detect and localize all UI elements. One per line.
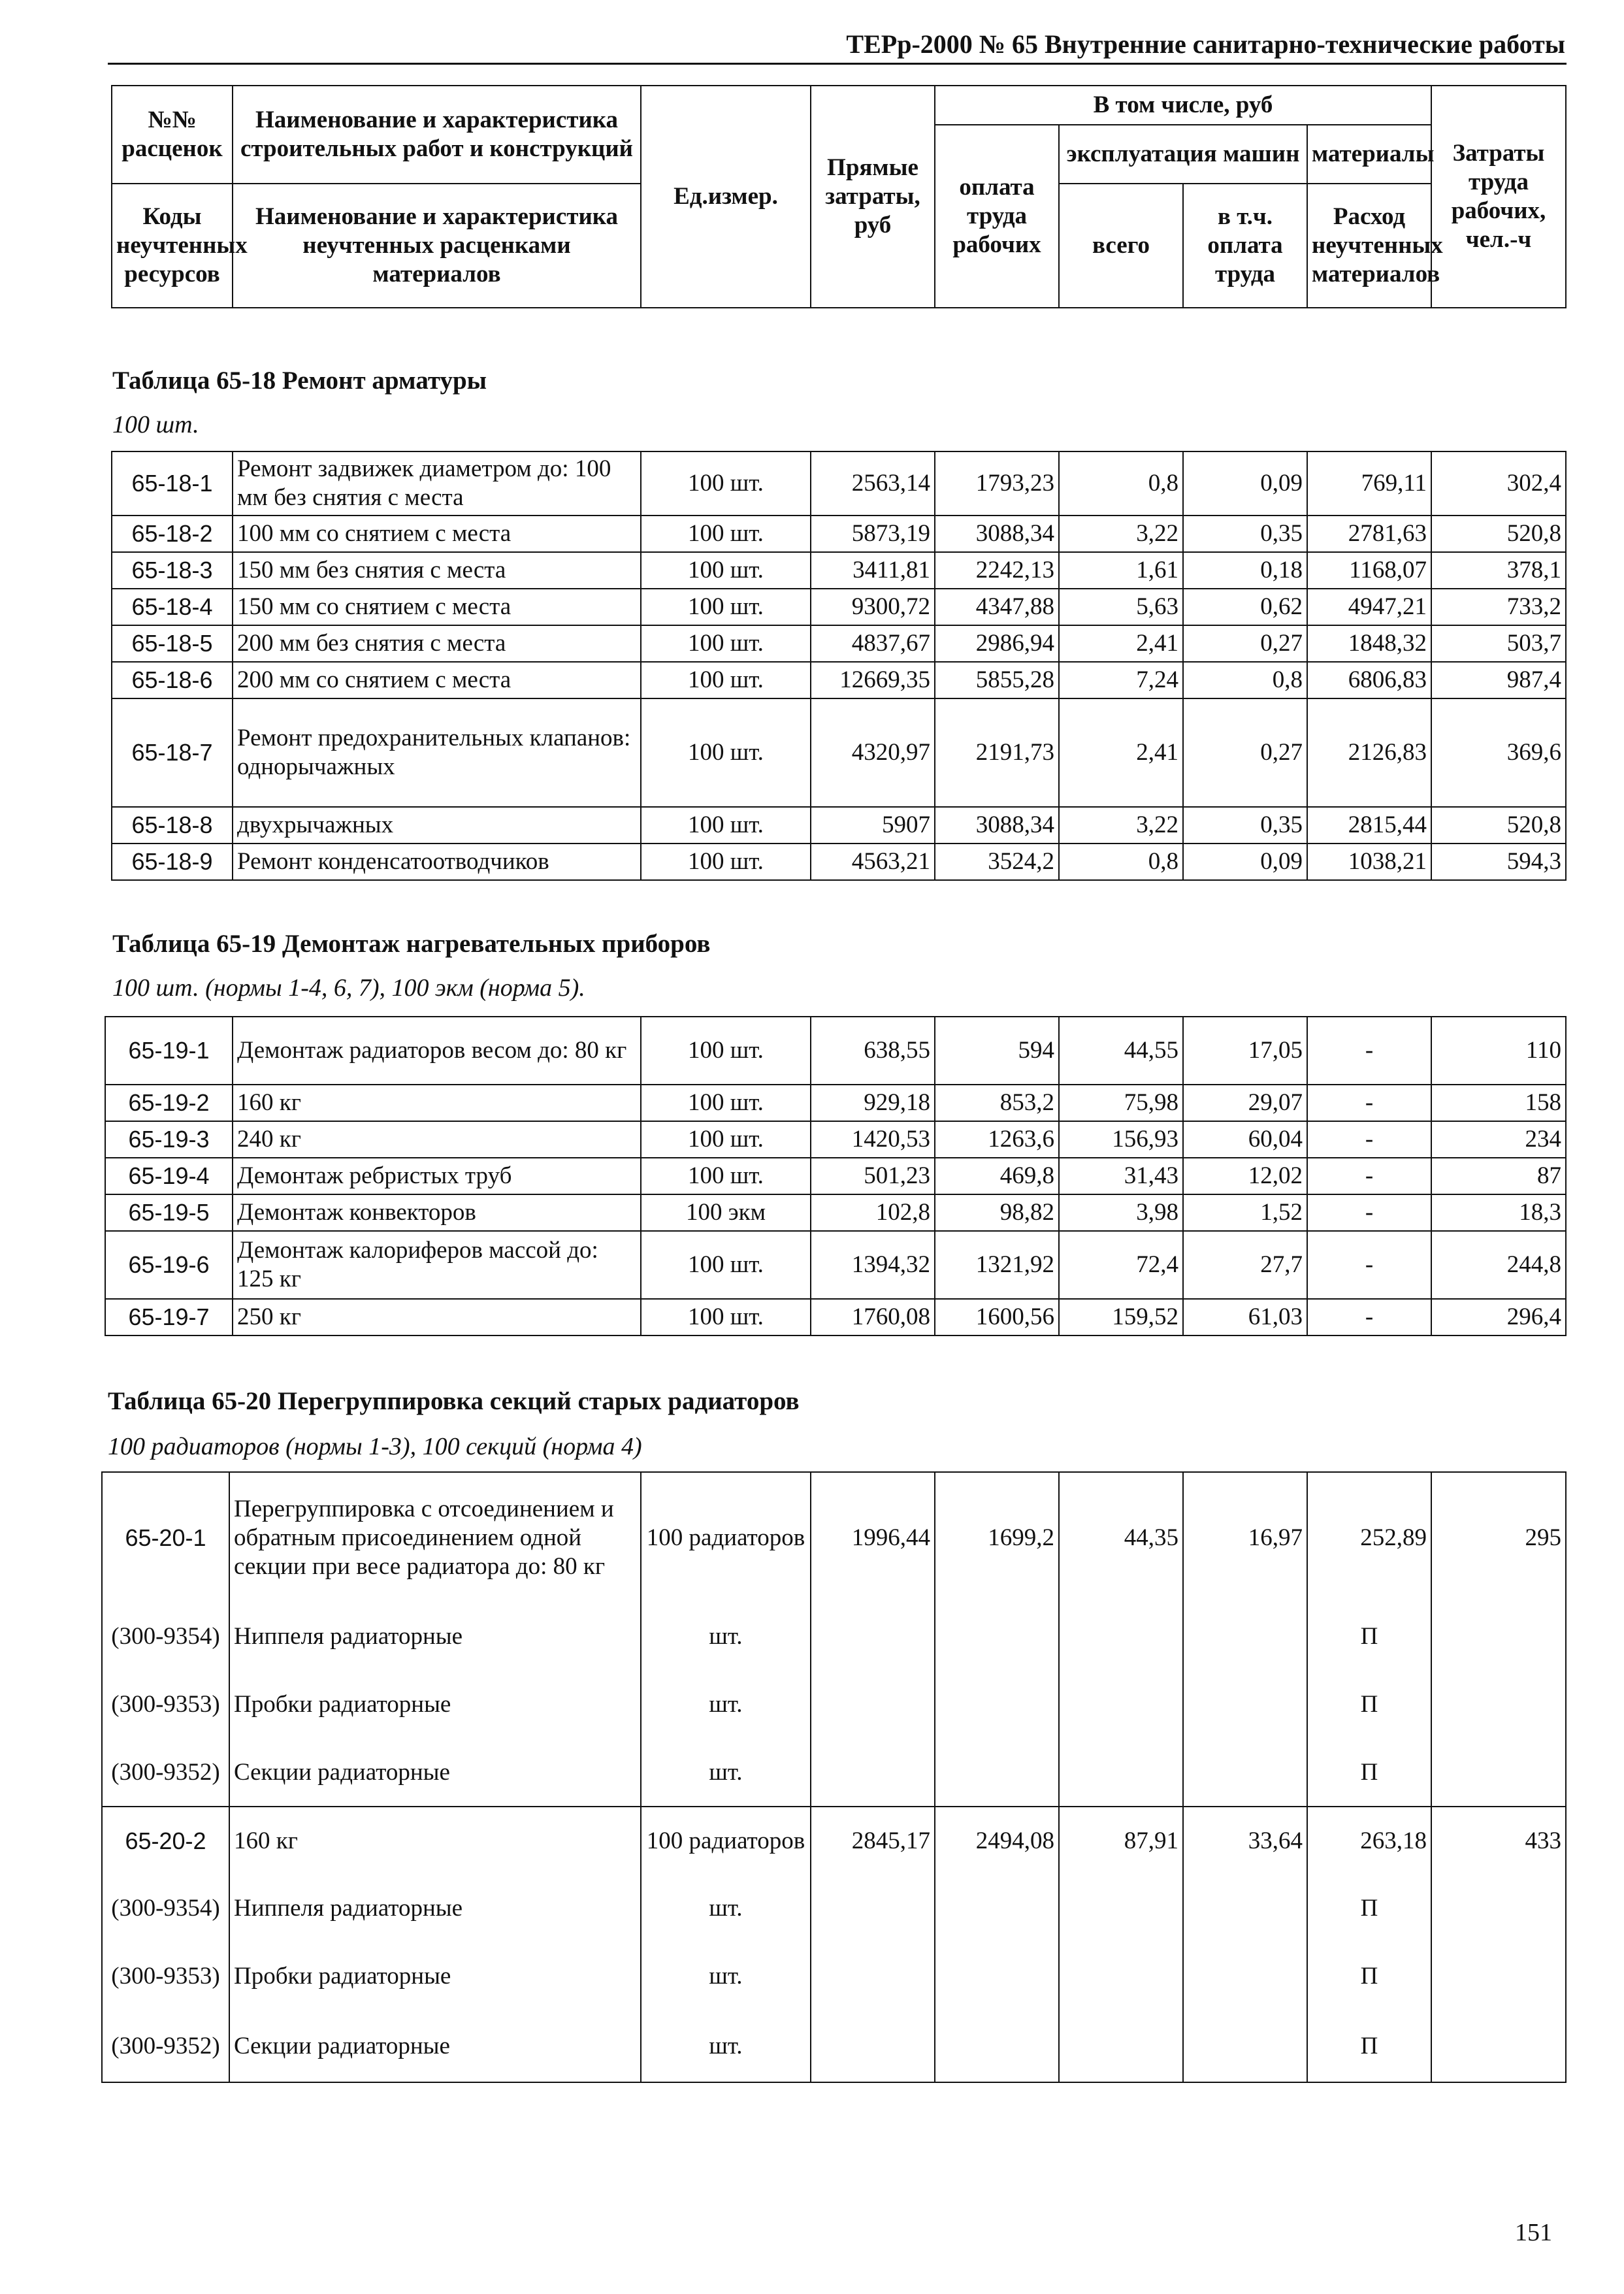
- row-materials: -: [1307, 1085, 1431, 1121]
- row-code: (300-9354): [102, 1603, 229, 1671]
- table-65-19: [105, 1016, 1567, 1336]
- col-incl: В том числе, руб: [935, 86, 1431, 125]
- row-direct: 2563,14: [811, 451, 935, 516]
- col-materials: материалы: [1307, 125, 1431, 184]
- row-name: 240 кг: [233, 1121, 641, 1158]
- row-labor-pay: 3088,34: [935, 807, 1059, 844]
- row-labor-pay: 5855,28: [935, 662, 1059, 698]
- row-direct: [811, 1942, 935, 2010]
- row-materials: П: [1307, 2010, 1431, 2082]
- row-labor-pay: [935, 1671, 1059, 1739]
- row-direct: [811, 1875, 935, 1942]
- row-unit: 100 радиаторов: [641, 1807, 811, 1875]
- row-direct: 12669,35: [811, 662, 935, 698]
- row-machines-labor: 0,27: [1183, 625, 1307, 662]
- row-name: Демонтаж радиаторов весом до: 80 кг: [233, 1017, 641, 1085]
- row-name: Демонтаж конвекторов: [233, 1194, 641, 1231]
- running-header-title: ТЕРр-2000 № 65 Внутренние санитарно-технические работы: [846, 29, 1565, 59]
- table-row: [112, 625, 1566, 662]
- row-code: 65-18-8: [112, 807, 233, 844]
- row-code: (300-9353): [102, 1671, 229, 1739]
- row-direct: 4563,21: [811, 844, 935, 880]
- row-labor-pay: 469,8: [935, 1158, 1059, 1194]
- col-machines: эксплуатация машин: [1059, 125, 1307, 184]
- row-code: 65-18-1: [112, 451, 233, 516]
- row-labor-hours: 520,8: [1431, 807, 1566, 844]
- row-machines-labor: [1183, 1942, 1307, 2010]
- row-labor-pay: [935, 2010, 1059, 2082]
- row-machines-labor: [1183, 2010, 1307, 2082]
- row-machines-labor: 0,8: [1183, 662, 1307, 698]
- row-machines-labor: 29,07: [1183, 1085, 1307, 1121]
- row-machines-total: 75,98: [1059, 1085, 1183, 1121]
- row-labor-hours: 987,4: [1431, 662, 1566, 698]
- table-row: [102, 1739, 1566, 1807]
- row-materials: П: [1307, 1739, 1431, 1807]
- row-labor-hours: 234: [1431, 1121, 1566, 1158]
- table-row: [102, 1875, 1566, 1942]
- row-direct: 929,18: [811, 1085, 935, 1121]
- row-machines-total: [1059, 1671, 1183, 1739]
- row-unit: шт.: [641, 1603, 811, 1671]
- row-code: 65-20-1: [102, 1472, 229, 1603]
- row-machines-labor: 0,09: [1183, 844, 1307, 880]
- row-labor-pay: 1321,92: [935, 1231, 1059, 1299]
- row-labor-pay: 98,82: [935, 1194, 1059, 1231]
- row-materials: -: [1307, 1231, 1431, 1299]
- row-labor-hours: [1431, 1942, 1566, 2010]
- row-labor-pay: [935, 1603, 1059, 1671]
- row-labor-hours: 733,2: [1431, 589, 1566, 625]
- row-unit: 100 шт.: [641, 451, 811, 516]
- col-machines-total: всего: [1059, 184, 1183, 308]
- row-code: 65-18-2: [112, 516, 233, 552]
- table-row: [102, 1942, 1566, 2010]
- row-name: Ремонт предохранительных клапанов: однорычажных: [233, 698, 641, 807]
- row-machines-labor: 61,03: [1183, 1299, 1307, 1335]
- table-65-18-unit-note: 100 шт.: [112, 411, 199, 438]
- row-name: двухрычажных: [233, 807, 641, 844]
- row-direct: 9300,72: [811, 589, 935, 625]
- row-machines-total: [1059, 1603, 1183, 1671]
- col-code-bottom: Коды неучтенных ресурсов: [112, 184, 233, 308]
- table-65-18: [111, 451, 1567, 881]
- row-name: Ниппеля радиаторные: [229, 1603, 641, 1671]
- row-name: Секции радиаторные: [229, 2010, 641, 2082]
- row-direct: 5907: [811, 807, 935, 844]
- row-name: Демонтаж калориферов массой до: 125 кг: [233, 1231, 641, 1299]
- row-name: Ремонт конденсатоотводчиков: [233, 844, 641, 880]
- row-direct: 1394,32: [811, 1231, 935, 1299]
- row-code: 65-19-3: [105, 1121, 233, 1158]
- row-code: 65-18-6: [112, 662, 233, 698]
- row-materials: 2126,83: [1307, 698, 1431, 807]
- row-unit: 100 шт.: [641, 1017, 811, 1085]
- row-direct: [811, 1603, 935, 1671]
- row-unit: 100 шт.: [641, 589, 811, 625]
- row-labor-hours: 378,1: [1431, 552, 1566, 589]
- row-materials: П: [1307, 1875, 1431, 1942]
- row-unit: 100 шт.: [641, 516, 811, 552]
- row-labor-hours: 520,8: [1431, 516, 1566, 552]
- row-labor-pay: 853,2: [935, 1085, 1059, 1121]
- row-materials: 4947,21: [1307, 589, 1431, 625]
- row-labor-pay: 1263,6: [935, 1121, 1059, 1158]
- column-header-table: [111, 85, 1567, 308]
- row-materials: П: [1307, 1603, 1431, 1671]
- row-machines-total: 0,8: [1059, 451, 1183, 516]
- table-row: [102, 1603, 1566, 1671]
- row-machines-total: 2,41: [1059, 698, 1183, 807]
- row-machines-total: [1059, 1875, 1183, 1942]
- col-code-top: №№ расценок: [112, 86, 233, 184]
- row-machines-total: 2,41: [1059, 625, 1183, 662]
- col-machines-labor: в т.ч. оплата труда: [1183, 184, 1307, 308]
- row-machines-labor: 33,64: [1183, 1807, 1307, 1875]
- row-labor-hours: 87: [1431, 1158, 1566, 1194]
- row-machines-total: 156,93: [1059, 1121, 1183, 1158]
- row-unit: 100 шт.: [641, 625, 811, 662]
- row-code: 65-19-2: [105, 1085, 233, 1121]
- row-direct: 3411,81: [811, 552, 935, 589]
- row-labor-hours: 433: [1431, 1807, 1566, 1875]
- row-direct: 102,8: [811, 1194, 935, 1231]
- row-direct: 2845,17: [811, 1807, 935, 1875]
- table-row: [102, 2010, 1566, 2082]
- row-code: 65-18-9: [112, 844, 233, 880]
- row-machines-total: [1059, 2010, 1183, 2082]
- row-machines-total: [1059, 1942, 1183, 2010]
- row-direct: 1760,08: [811, 1299, 935, 1335]
- table-row: [112, 451, 1566, 516]
- row-labor-pay: 1699,2: [935, 1472, 1059, 1603]
- row-unit: шт.: [641, 2010, 811, 2082]
- row-labor-hours: 369,6: [1431, 698, 1566, 807]
- table-row: [105, 1121, 1566, 1158]
- row-labor-hours: 158: [1431, 1085, 1566, 1121]
- row-direct: 4320,97: [811, 698, 935, 807]
- row-code: 65-19-5: [105, 1194, 233, 1231]
- row-labor-pay: [935, 1739, 1059, 1807]
- row-machines-labor: [1183, 1671, 1307, 1739]
- row-unit: 100 шт.: [641, 662, 811, 698]
- row-materials: 2781,63: [1307, 516, 1431, 552]
- row-machines-total: 31,43: [1059, 1158, 1183, 1194]
- row-machines-total: 159,52: [1059, 1299, 1183, 1335]
- row-unit: 100 шт.: [641, 552, 811, 589]
- row-name: 150 мм без снятия с места: [233, 552, 641, 589]
- row-code: 65-20-2: [102, 1807, 229, 1875]
- row-labor-hours: [1431, 1875, 1566, 1942]
- row-name: 160 кг: [229, 1807, 641, 1875]
- row-machines-labor: 1,52: [1183, 1194, 1307, 1231]
- row-unit: 100 шт.: [641, 1085, 811, 1121]
- row-direct: 638,55: [811, 1017, 935, 1085]
- row-machines-labor: 60,04: [1183, 1121, 1307, 1158]
- col-name-top: Наименование и характеристика строительных работ и конструкций: [233, 86, 641, 184]
- row-unit: 100 шт.: [641, 1299, 811, 1335]
- row-labor-hours: 110: [1431, 1017, 1566, 1085]
- row-name: 200 мм без снятия с места: [233, 625, 641, 662]
- row-machines-labor: 16,97: [1183, 1472, 1307, 1603]
- row-machines-total: 0,8: [1059, 844, 1183, 880]
- row-labor-hours: 302,4: [1431, 451, 1566, 516]
- row-machines-labor: [1183, 1739, 1307, 1807]
- row-machines-labor: 12,02: [1183, 1158, 1307, 1194]
- table-row: [112, 662, 1566, 698]
- row-labor-hours: 503,7: [1431, 625, 1566, 662]
- row-unit: шт.: [641, 1671, 811, 1739]
- row-materials: -: [1307, 1121, 1431, 1158]
- row-direct: 1420,53: [811, 1121, 935, 1158]
- row-code: 65-19-4: [105, 1158, 233, 1194]
- row-direct: [811, 1739, 935, 1807]
- row-unit: 100 шт.: [641, 698, 811, 807]
- row-code: 65-19-1: [105, 1017, 233, 1085]
- row-unit: 100 радиаторов: [641, 1472, 811, 1603]
- row-code: 65-18-3: [112, 552, 233, 589]
- row-labor-pay: 3524,2: [935, 844, 1059, 880]
- row-machines-labor: 0,35: [1183, 516, 1307, 552]
- row-name: Ремонт задвижек диаметром до: 100 мм без снятия с места: [233, 451, 641, 516]
- row-unit: 100 шт.: [641, 844, 811, 880]
- row-labor-hours: 18,3: [1431, 1194, 1566, 1231]
- col-labor-hours: Затраты труда рабочих, чел.-ч: [1431, 86, 1566, 308]
- row-materials: 263,18: [1307, 1807, 1431, 1875]
- header-rule: [108, 63, 1567, 65]
- row-labor-hours: 244,8: [1431, 1231, 1566, 1299]
- row-direct: [811, 2010, 935, 2082]
- row-labor-hours: 295: [1431, 1472, 1566, 1603]
- row-machines-total: 87,91: [1059, 1807, 1183, 1875]
- col-materials-consumption: Расход неучтенных материалов: [1307, 184, 1431, 308]
- row-labor-hours: [1431, 1739, 1566, 1807]
- row-machines-total: 3,22: [1059, 516, 1183, 552]
- col-labor-pay: оплата труда рабочих: [935, 125, 1059, 308]
- row-code: 65-18-7: [112, 698, 233, 807]
- table-row: [102, 1671, 1566, 1739]
- row-direct: [811, 1671, 935, 1739]
- row-direct: 4837,67: [811, 625, 935, 662]
- row-labor-hours: [1431, 1671, 1566, 1739]
- row-labor-hours: [1431, 1603, 1566, 1671]
- row-machines-total: 44,55: [1059, 1017, 1183, 1085]
- table-row: [112, 516, 1566, 552]
- row-labor-pay: 1600,56: [935, 1299, 1059, 1335]
- row-name: Пробки радиаторные: [229, 1671, 641, 1739]
- row-name: Секции радиаторные: [229, 1739, 641, 1807]
- row-machines-labor: 0,62: [1183, 589, 1307, 625]
- row-materials: -: [1307, 1017, 1431, 1085]
- row-materials: 1038,21: [1307, 844, 1431, 880]
- row-code: 65-19-7: [105, 1299, 233, 1335]
- row-machines-total: 3,22: [1059, 807, 1183, 844]
- table-row: [112, 552, 1566, 589]
- row-materials: 6806,83: [1307, 662, 1431, 698]
- table-row: [112, 807, 1566, 844]
- row-materials: 1168,07: [1307, 552, 1431, 589]
- row-code: (300-9352): [102, 2010, 229, 2082]
- row-name: Пробки радиаторные: [229, 1942, 641, 2010]
- table-65-20: [101, 1471, 1567, 2083]
- row-machines-labor: [1183, 1603, 1307, 1671]
- row-labor-pay: 2191,73: [935, 698, 1059, 807]
- row-name: 150 мм со снятием с места: [233, 589, 641, 625]
- table-row: [105, 1194, 1566, 1231]
- row-code: (300-9353): [102, 1942, 229, 2010]
- row-direct: 501,23: [811, 1158, 935, 1194]
- row-materials: П: [1307, 1671, 1431, 1739]
- row-code: 65-18-5: [112, 625, 233, 662]
- row-unit: 100 шт.: [641, 1158, 811, 1194]
- row-machines-total: 1,61: [1059, 552, 1183, 589]
- row-materials: -: [1307, 1194, 1431, 1231]
- table-65-18-caption: Таблица 65-18 Ремонт арматуры: [112, 367, 487, 395]
- row-code: 65-19-6: [105, 1231, 233, 1299]
- row-labor-pay: 2494,08: [935, 1807, 1059, 1875]
- table-row: [105, 1017, 1566, 1085]
- row-name: Ниппеля радиаторные: [229, 1875, 641, 1942]
- row-labor-hours: 594,3: [1431, 844, 1566, 880]
- row-labor-hours: [1431, 2010, 1566, 2082]
- row-unit: шт.: [641, 1875, 811, 1942]
- row-labor-pay: 2986,94: [935, 625, 1059, 662]
- row-name: Демонтаж ребристых труб: [233, 1158, 641, 1194]
- row-unit: 100 шт.: [641, 1231, 811, 1299]
- row-unit: 100 шт.: [641, 807, 811, 844]
- page-number: 151: [1515, 2219, 1552, 2246]
- table-65-19-unit-note: 100 шт. (нормы 1-4, 6, 7), 100 экм (норма 5).: [112, 974, 585, 1002]
- table-row: [105, 1299, 1566, 1335]
- table-65-20-caption: Таблица 65-20 Перегруппировка секций старых радиаторов: [108, 1387, 800, 1415]
- row-code: (300-9352): [102, 1739, 229, 1807]
- row-labor-pay: 594: [935, 1017, 1059, 1085]
- table-row: [112, 589, 1566, 625]
- table-row: [112, 698, 1566, 807]
- row-machines-labor: 0,09: [1183, 451, 1307, 516]
- row-labor-pay: 2242,13: [935, 552, 1059, 589]
- table-65-20-unit-note: 100 радиаторов (нормы 1-3), 100 секций (норма 4): [108, 1433, 642, 1460]
- row-materials: 1848,32: [1307, 625, 1431, 662]
- table-row: [105, 1085, 1566, 1121]
- row-materials: 252,89: [1307, 1472, 1431, 1603]
- row-labor-pay: 1793,23: [935, 451, 1059, 516]
- table-row: [105, 1231, 1566, 1299]
- row-unit: 100 экм: [641, 1194, 811, 1231]
- table-row: [102, 1472, 1566, 1603]
- row-machines-total: 72,4: [1059, 1231, 1183, 1299]
- table-row: [105, 1158, 1566, 1194]
- row-unit: шт.: [641, 1739, 811, 1807]
- row-labor-pay: 4347,88: [935, 589, 1059, 625]
- row-machines-total: 3,98: [1059, 1194, 1183, 1231]
- row-machines-total: [1059, 1739, 1183, 1807]
- row-machines-total: 7,24: [1059, 662, 1183, 698]
- row-name: Перегруппировка с отсоединением и обратным присоединением одной секции при весе радиатора до: 80 кг: [229, 1472, 641, 1603]
- row-materials: 2815,44: [1307, 807, 1431, 844]
- col-name-bottom: Наименование и характеристика неучтенных расценками материалов: [233, 184, 641, 308]
- row-machines-total: 44,35: [1059, 1472, 1183, 1603]
- row-machines-labor: 0,18: [1183, 552, 1307, 589]
- row-materials: 769,11: [1307, 451, 1431, 516]
- row-materials: -: [1307, 1299, 1431, 1335]
- row-unit: шт.: [641, 1942, 811, 2010]
- row-machines-labor: [1183, 1875, 1307, 1942]
- row-name: 160 кг: [233, 1085, 641, 1121]
- col-direct: Прямые затраты, руб: [811, 86, 935, 308]
- row-materials: -: [1307, 1158, 1431, 1194]
- row-labor-hours: 296,4: [1431, 1299, 1566, 1335]
- table-row: [112, 844, 1566, 880]
- row-code: 65-18-4: [112, 589, 233, 625]
- row-name: 100 мм со снятием с места: [233, 516, 641, 552]
- row-machines-total: 5,63: [1059, 589, 1183, 625]
- table-row: [102, 1807, 1566, 1875]
- row-materials: П: [1307, 1942, 1431, 2010]
- row-labor-pay: 3088,34: [935, 516, 1059, 552]
- row-labor-pay: [935, 1942, 1059, 2010]
- row-code: (300-9354): [102, 1875, 229, 1942]
- table-65-19-caption: Таблица 65-19 Демонтаж нагревательных приборов: [112, 930, 711, 958]
- row-direct: 1996,44: [811, 1472, 935, 1603]
- row-direct: 5873,19: [811, 516, 935, 552]
- row-machines-labor: 0,27: [1183, 698, 1307, 807]
- row-unit: 100 шт.: [641, 1121, 811, 1158]
- row-name: 250 кг: [233, 1299, 641, 1335]
- row-name: 200 мм со снятием с места: [233, 662, 641, 698]
- col-unit: Ед.измер.: [641, 86, 811, 308]
- row-machines-labor: 27,7: [1183, 1231, 1307, 1299]
- row-machines-labor: 0,35: [1183, 807, 1307, 844]
- row-labor-pay: [935, 1875, 1059, 1942]
- row-machines-labor: 17,05: [1183, 1017, 1307, 1085]
